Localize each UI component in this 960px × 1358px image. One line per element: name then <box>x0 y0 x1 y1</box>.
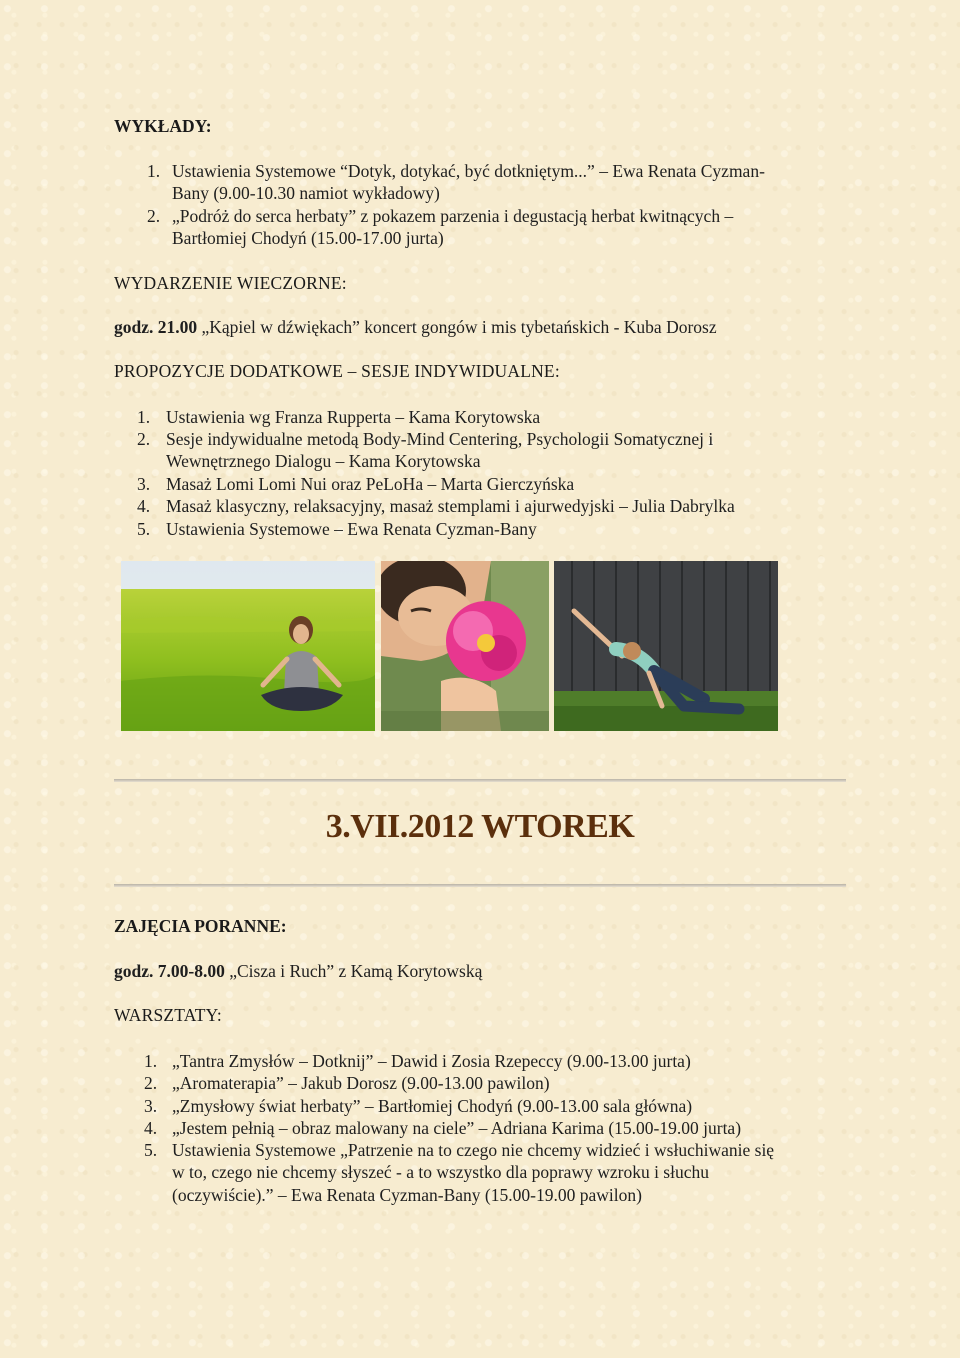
evening-text: „Kąpiel w dźwiękach” koncert gongów i mis tybetańskich - Kuba Dorosz <box>197 317 717 337</box>
morning-event <box>114 960 482 982</box>
evening-event <box>114 316 717 338</box>
list-item-text: Ustawienia Systemowe „Patrzenie na to czego nie chcemy widzieć i wsłuchiwanie się <box>172 1140 775 1160</box>
list-item-text: „Jestem pełnią – obraz malowany na ciele” – Adriana Karima (15.00-19.00 jurta) <box>172 1118 742 1138</box>
evening-heading: WYDARZENIE WIECZORNE: <box>114 273 347 293</box>
list-item-text: Masaż klasyczny, relaksacyjny, masaż stemplami i ajurwedyjski – Julia Dabrylka <box>166 496 735 516</box>
morning-text: „Cisza i Ruch” z Kamą Korytowską <box>224 961 483 981</box>
list-number: 4. <box>137 496 151 516</box>
list-item-text: Ustawienia Systemowe “Dotyk, dotykać, być dotkniętym...” – Ewa Renata Cyzman- <box>172 161 765 181</box>
list-number: 2. <box>144 1073 158 1093</box>
morning-heading: ZAJĘCIA PORANNE: <box>114 916 287 936</box>
list-number: 2. <box>137 429 151 449</box>
divider-top <box>114 779 846 782</box>
evening-time: godz. 21.00 <box>114 317 198 337</box>
list-item-text: Bany (9.00-10.30 namiot wykładowy) <box>172 183 440 203</box>
list-number: 2. <box>147 206 161 226</box>
list-item-text: Ustawienia Systemowe – Ewa Renata Cyzman-Bany <box>166 519 537 539</box>
list-item-text: Ustawienia wg Franza Rupperta – Kama Korytowska <box>166 407 541 427</box>
divider-bottom <box>114 884 846 887</box>
meditation-photo <box>121 561 375 731</box>
yoga-pose-photo <box>554 561 778 731</box>
workshops-heading: WARSZTATY: <box>114 1005 222 1025</box>
list-item-text: „Podróż do serca herbaty” z pokazem parzenia i degustacją herbat kwitnących – <box>172 206 734 226</box>
day-title: 3.VII.2012 WTOREK <box>325 808 635 845</box>
list-item-text: Bartłomiej Chodyń (15.00-17.00 jurta) <box>172 228 444 248</box>
list-item-text: „Aromaterapia” – Jakub Dorosz (9.00-13.00 pawilon) <box>172 1073 550 1093</box>
list-number: 5. <box>144 1140 158 1160</box>
list-item-text: w to, czego nie chcemy słyszeć - a to wszystko dla poprawy wzroku i słuchu <box>172 1162 709 1182</box>
list-number: 3. <box>144 1096 158 1116</box>
list-item-text: Wewnętrznego Dialogu – Kama Korytowska <box>166 451 481 471</box>
morning-time: godz. 7.00-8.00 <box>114 961 225 981</box>
list-number: 1. <box>147 161 161 181</box>
list-item-text: Masaż Lomi Lomi Nui oraz PeLoHa – Marta Gierczyńska <box>166 474 575 494</box>
list-number: 1. <box>144 1051 158 1071</box>
child-flower-photo <box>381 561 549 731</box>
list-item-text: „Zmysłowy świat herbaty” – Bartłomiej Chodyń (9.00-13.00 sala główna) <box>172 1096 693 1116</box>
list-number: 3. <box>137 474 151 494</box>
list-item-text: Sesje indywidualne metodą Body-Mind Centering, Psychologii Somatycznej i <box>166 429 714 449</box>
list-number: 4. <box>144 1118 158 1138</box>
list-item-text: (oczywiście).” – Ewa Renata Cyzman-Bany (15.00-19.00 pawilon) <box>172 1185 642 1205</box>
list-number: 1. <box>137 407 151 427</box>
extra-heading: PROPOZYCJE DODATKOWE – SESJE INDYWIDUALNE: <box>114 361 560 381</box>
list-number: 5. <box>137 519 151 539</box>
lectures-heading: WYKŁADY: <box>114 116 212 136</box>
list-item-text: „Tantra Zmysłów – Dotknij” – Dawid i Zosia Rzepeccy (9.00-13.00 jurta) <box>172 1051 691 1071</box>
